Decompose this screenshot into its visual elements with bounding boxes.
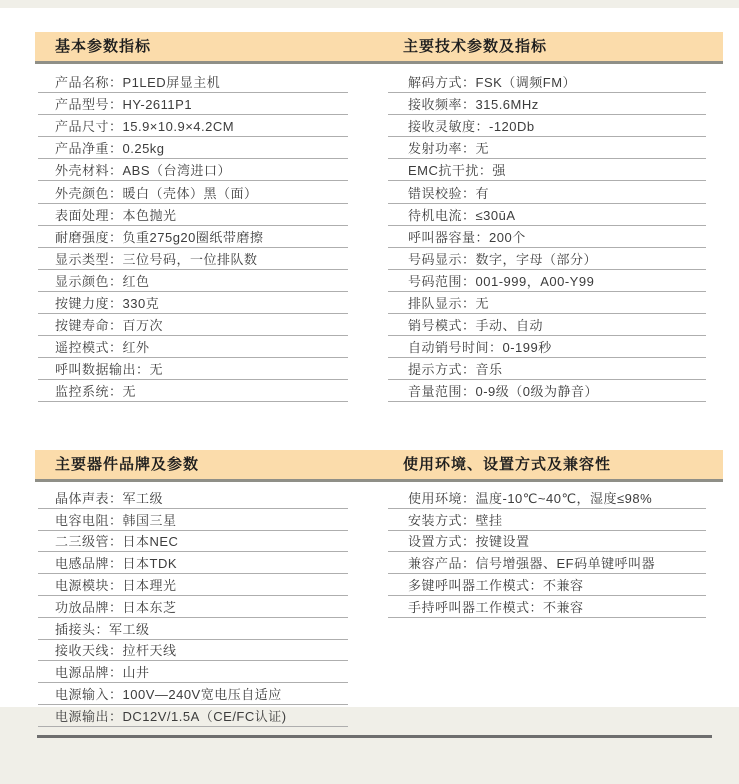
table-row: 手持呼叫器工作模式：不兼容 bbox=[388, 596, 706, 618]
table-row: 号码范围：001-999，A00-Y99 bbox=[388, 270, 706, 292]
table-row: 发射功率：无 bbox=[388, 137, 706, 159]
table-row: 自动销号时间：0-199秒 bbox=[388, 336, 706, 358]
table-row: 接收灵敏度：-120Db bbox=[388, 115, 706, 137]
component-brands-table bbox=[38, 487, 348, 727]
table-row: 呼叫器容量：200个 bbox=[388, 226, 706, 248]
table-row: EMC抗干扰：强 bbox=[388, 159, 706, 181]
table-row: 二三级管：日本NEC bbox=[38, 531, 348, 553]
table-row: 晶体声表：军工级 bbox=[38, 487, 348, 509]
table-row: 待机电流：≤30ūA bbox=[388, 204, 706, 226]
table-row: 呼叫数据输出：无 bbox=[38, 358, 348, 380]
table-row: 提示方式：音乐 bbox=[388, 358, 706, 380]
table-row: 多键呼叫器工作模式：不兼容 bbox=[388, 574, 706, 596]
table-row: 电容电阻：韩国三星 bbox=[38, 509, 348, 531]
tech-params-table bbox=[388, 71, 706, 402]
basic-params-table bbox=[38, 71, 348, 402]
table-row: 耐磨强度：负重275g20圈纸带磨擦 bbox=[38, 226, 348, 248]
section1-right-title: 主要技术参数及指标 bbox=[403, 38, 548, 55]
table-row: 按键寿命：百万次 bbox=[38, 314, 348, 336]
table-row: 安装方式：壁挂 bbox=[388, 509, 706, 531]
table-row: 接收频率：315.6MHz bbox=[388, 93, 706, 115]
bottom-divider-rule bbox=[37, 735, 712, 738]
table-row: 外壳材料：ABS（台湾进口） bbox=[38, 159, 348, 181]
section2-left-title: 主要器件品牌及参数 bbox=[55, 456, 200, 473]
section1-left-title: 基本参数指标 bbox=[55, 38, 152, 55]
table-row: 显示类型：三位号码，一位排队数 bbox=[38, 248, 348, 270]
table-row: 遥控模式：红外 bbox=[38, 336, 348, 358]
table-row: 排队显示：无 bbox=[388, 292, 706, 314]
table-row: 错误校验：有 bbox=[388, 181, 706, 203]
environment-compat-table bbox=[388, 487, 706, 618]
top-margin-strip bbox=[0, 0, 739, 8]
table-row: 音量范围：0-9级（0级为静音） bbox=[388, 380, 706, 402]
table-row: 电源模块：日本理光 bbox=[38, 574, 348, 596]
section2-header-bar bbox=[35, 450, 723, 482]
table-row: 插接头：军工级 bbox=[38, 618, 348, 640]
table-row: 外壳颜色：暖白（壳体）黑（面） bbox=[38, 181, 348, 203]
section1-header-bar bbox=[35, 32, 723, 64]
table-row: 电源品牌：山井 bbox=[38, 661, 348, 683]
table-row: 号码显示：数字，字母（部分） bbox=[388, 248, 706, 270]
table-row: 产品名称：P1LED屏显主机 bbox=[38, 71, 348, 93]
table-row: 电源输出：DC12V/1.5A（CE/FC认证) bbox=[38, 705, 348, 727]
table-row: 按键力度：330克 bbox=[38, 292, 348, 314]
table-row: 使用环境：温度-10℃~40℃，湿度≤98% bbox=[388, 487, 706, 509]
section2-right-title: 使用环境、设置方式及兼容性 bbox=[403, 456, 612, 473]
table-row: 销号模式：手动、自动 bbox=[388, 314, 706, 336]
table-row: 设置方式：按键设置 bbox=[388, 531, 706, 553]
table-row: 产品尺寸：15.9×10.9×4.2CM bbox=[38, 115, 348, 137]
table-row: 兼容产品：信号增强器、EF码单键呼叫器 bbox=[388, 552, 706, 574]
table-row: 产品型号：HY-2611P1 bbox=[38, 93, 348, 115]
table-row: 解码方式：FSK（调频FM） bbox=[388, 71, 706, 93]
table-row: 表面处理：本色抛光 bbox=[38, 204, 348, 226]
table-row: 显示颜色：红色 bbox=[38, 270, 348, 292]
table-row: 功放品牌：日本东芝 bbox=[38, 596, 348, 618]
table-row: 接收天线：拉杆天线 bbox=[38, 640, 348, 662]
table-row: 电源输入：100V—240V宽电压自适应 bbox=[38, 683, 348, 705]
table-row: 产品净重：0.25kg bbox=[38, 137, 348, 159]
table-row: 监控系统：无 bbox=[38, 380, 348, 402]
table-row: 电感品牌：日本TDK bbox=[38, 552, 348, 574]
